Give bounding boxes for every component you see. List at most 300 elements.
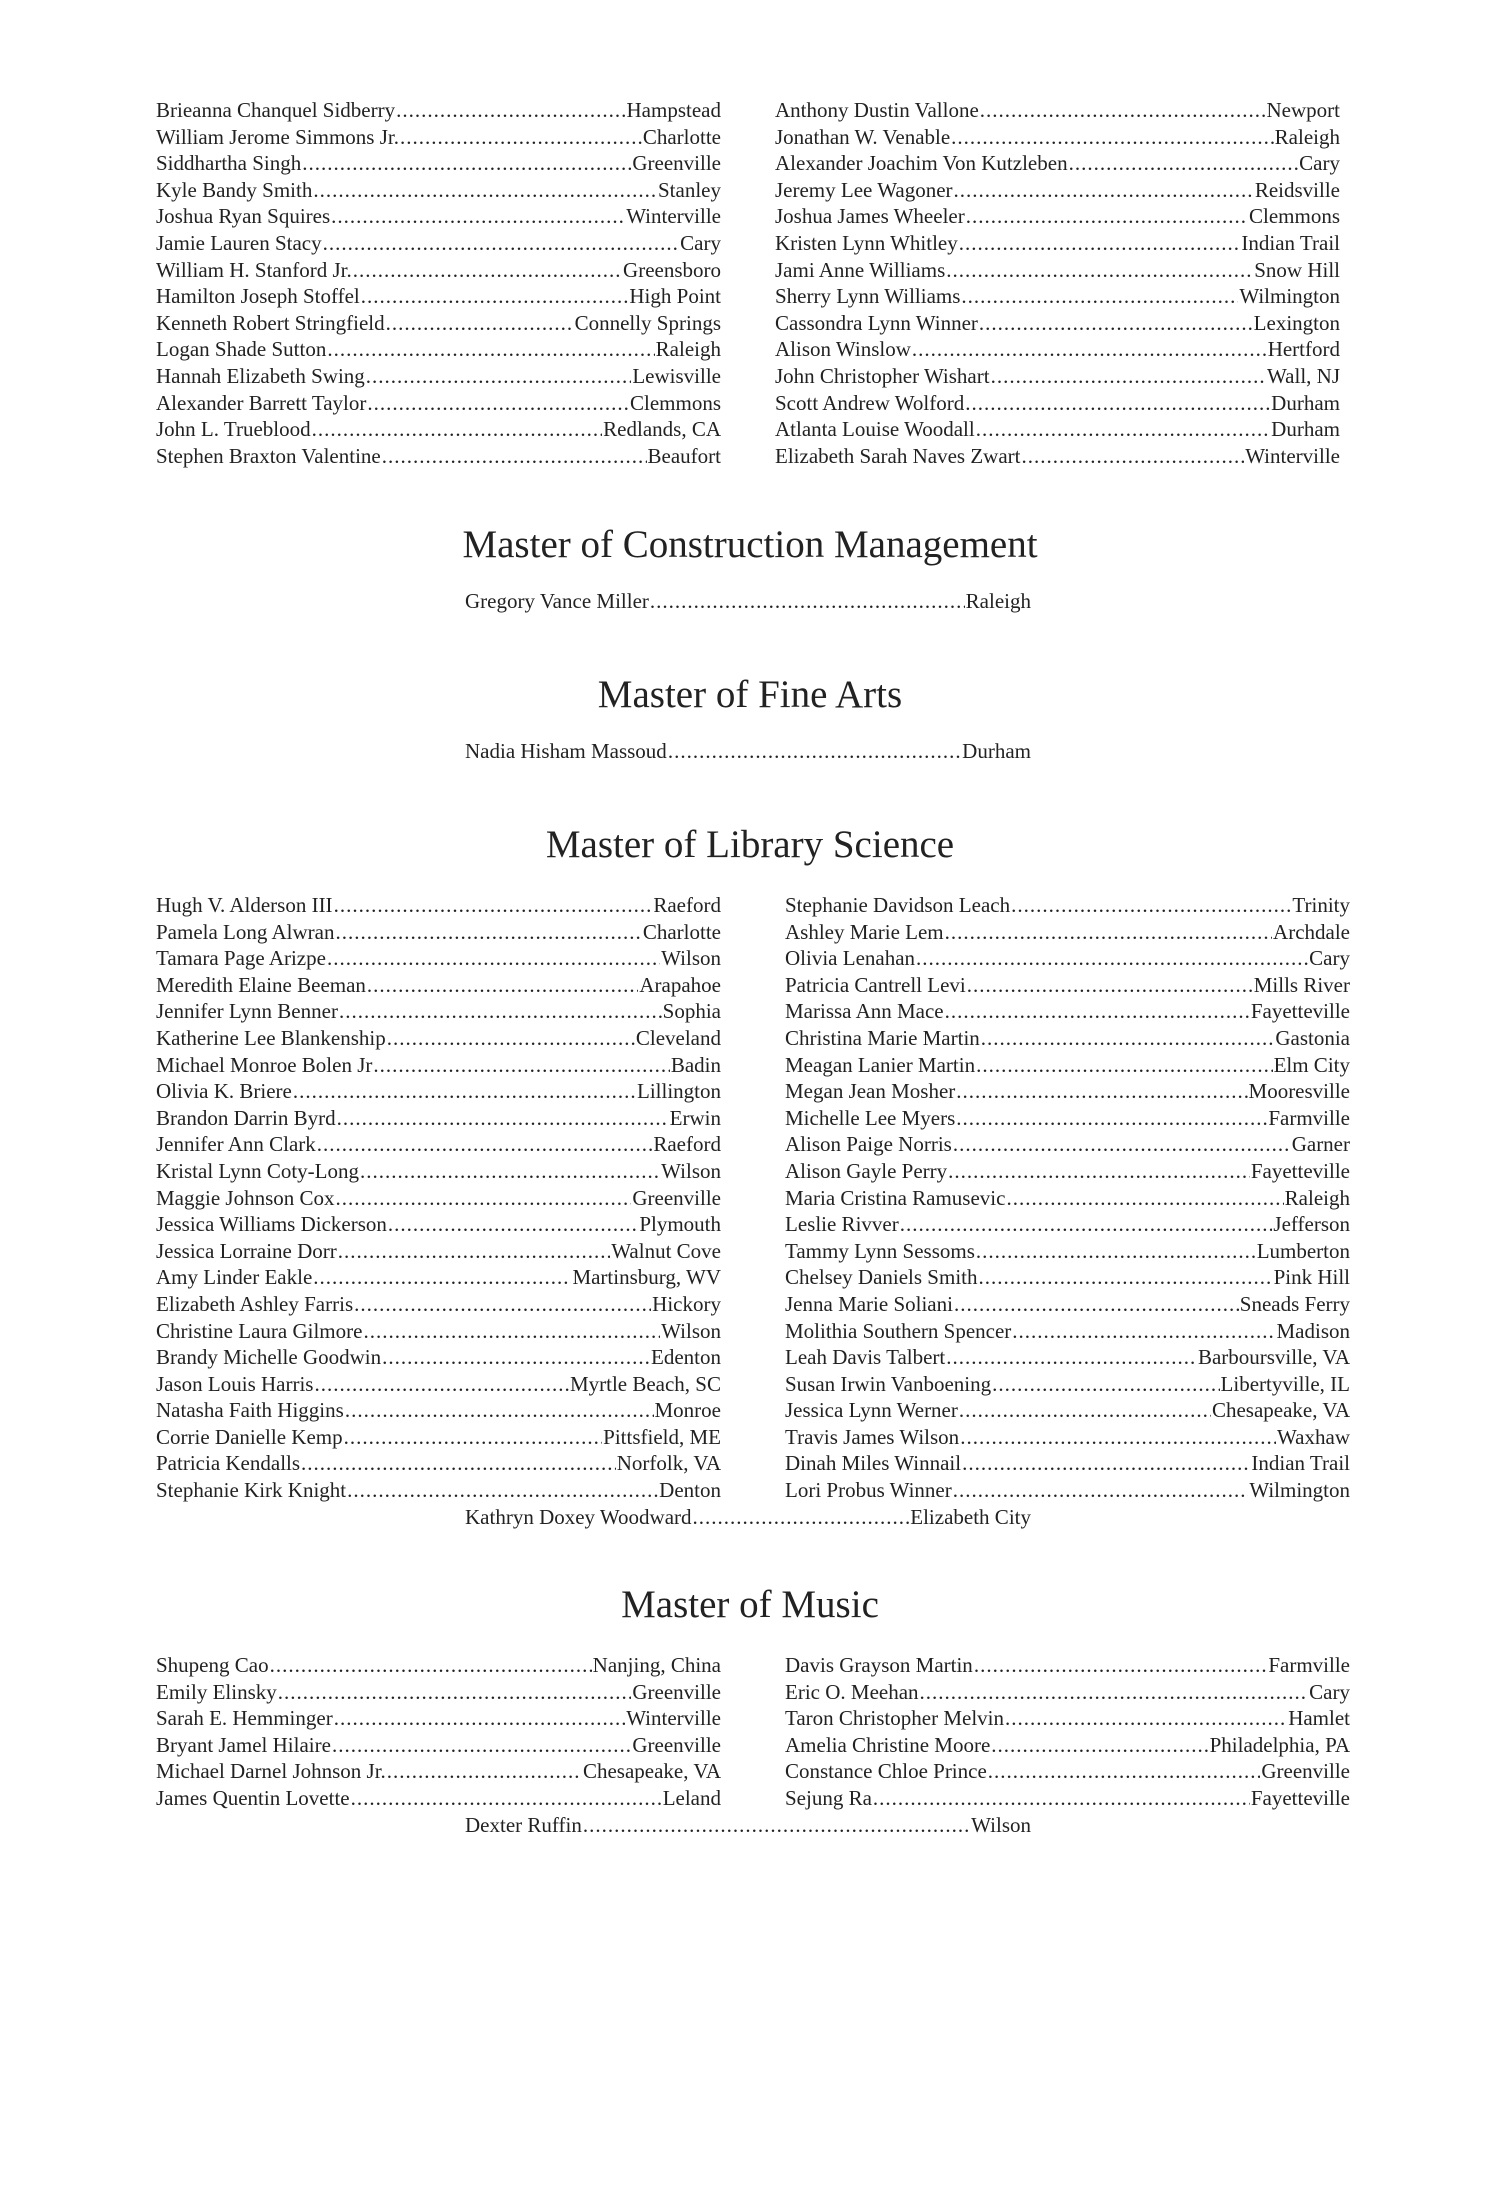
- hometown: Fayetteville: [1250, 1785, 1350, 1810]
- dot-leader: [1006, 1185, 1283, 1212]
- dot-leader: [946, 257, 1253, 284]
- hometown: Fayetteville: [1250, 999, 1350, 1024]
- dot-leader: [953, 1477, 1249, 1504]
- dot-leader: [323, 230, 680, 257]
- graduate-name: Lori Probus Winner: [785, 1478, 952, 1503]
- dot-leader: [347, 1477, 658, 1504]
- graduate-entry: [785, 1450, 1350, 1477]
- dot-leader: [1011, 892, 1291, 919]
- graduate-entry: [785, 1785, 1350, 1812]
- hometown: Wilson: [661, 1158, 721, 1183]
- graduate-entry: [785, 1025, 1350, 1052]
- dot-leader: [334, 1705, 626, 1732]
- graduate-entry: [465, 738, 1031, 765]
- dot-leader: [293, 1078, 636, 1105]
- hometown: Greenville: [632, 1679, 721, 1704]
- dot-leader: [953, 1131, 1291, 1158]
- graduate-name: Jennifer Ann Clark: [156, 1132, 316, 1157]
- graduate-name: Jason Louis Harris: [156, 1371, 314, 1396]
- graduate-entry: [785, 1679, 1350, 1706]
- graduate-entry: [785, 998, 1350, 1025]
- graduate-name: Taron Christopher Melvin: [785, 1706, 1004, 1731]
- dot-leader: [354, 1291, 651, 1318]
- dot-leader: [367, 390, 629, 417]
- hometown: Durham: [1271, 417, 1340, 442]
- graduate-column-right: [785, 1652, 1350, 1812]
- hometown: Reidsville: [1254, 177, 1340, 202]
- hometown: Beaufort: [647, 443, 721, 468]
- hometown: Cary: [1309, 1679, 1350, 1704]
- hometown: Charlotte: [642, 919, 721, 944]
- hometown: Edenton: [651, 1345, 721, 1370]
- dot-leader: [396, 97, 625, 124]
- hometown: Leland: [662, 1785, 721, 1810]
- graduate-name: Alexander Barrett Taylor: [156, 390, 367, 415]
- graduate-name: James Quentin Lovette: [156, 1785, 350, 1810]
- dot-leader: [314, 1371, 568, 1398]
- graduate-name: Brandon Darrin Byrd: [156, 1105, 336, 1130]
- graduate-entry: [156, 1052, 721, 1079]
- graduate-name: Patricia Kendalls: [156, 1451, 301, 1476]
- degree-heading-construction-management: Master of Construction Management: [462, 523, 1038, 566]
- graduate-entry: [785, 1652, 1350, 1679]
- graduate-entry: [156, 1264, 721, 1291]
- degree-heading-music: Master of Music: [621, 1583, 879, 1626]
- graduate-entry: [156, 1679, 721, 1706]
- graduate-name: Brieanna Chanquel Sidberry: [156, 98, 396, 122]
- hometown: Greenville: [632, 1185, 721, 1210]
- graduate-name: Hugh V. Alderson III: [156, 893, 333, 917]
- dot-leader: [363, 1318, 660, 1345]
- graduate-entry: [785, 1318, 1350, 1345]
- hometown: Farmville: [1268, 1653, 1350, 1677]
- graduate-entry: [156, 1185, 721, 1212]
- graduate-name: Elizabeth Ashley Farris: [156, 1291, 354, 1316]
- graduate-entry: [156, 1211, 721, 1238]
- graduate-entry: [785, 1397, 1350, 1424]
- graduate-name: Sejung Ra: [785, 1785, 872, 1810]
- graduate-name: Eric O. Meehan: [785, 1679, 919, 1704]
- graduate-entry: [785, 1291, 1350, 1318]
- dot-leader: [331, 203, 625, 230]
- graduate-name: Jami Anne Williams: [775, 257, 946, 282]
- hometown: Mooresville: [1248, 1079, 1350, 1104]
- hometown: Connelly Springs: [574, 310, 721, 335]
- graduate-entry: [156, 1477, 721, 1504]
- graduate-name: Kristen Lynn Whitley: [775, 230, 958, 255]
- hometown: Waxhaw: [1277, 1424, 1350, 1449]
- graduate-entry: [785, 1131, 1350, 1158]
- hometown: Hickory: [652, 1291, 721, 1316]
- dot-leader: [945, 998, 1250, 1025]
- dot-leader: [278, 1679, 632, 1706]
- dot-leader: [976, 416, 1270, 443]
- graduate-entry: [775, 416, 1340, 443]
- hometown: Badin: [670, 1052, 721, 1077]
- dot-leader: [327, 336, 654, 363]
- dot-leader: [313, 177, 657, 204]
- hometown: High Point: [629, 284, 721, 309]
- graduate-name: Anthony Dustin Vallone: [775, 98, 979, 122]
- graduate-name: Kristal Lynn Coty-Long: [156, 1158, 359, 1183]
- graduate-name: Alison Paige Norris: [785, 1132, 952, 1157]
- dot-leader: [382, 443, 647, 470]
- dot-leader: [337, 1105, 669, 1132]
- dot-leader: [387, 1025, 635, 1052]
- music-list: [156, 1652, 1350, 1812]
- graduate-name: Meagan Lanier Martin: [785, 1052, 976, 1077]
- graduate-name: Natasha Faith Higgins: [156, 1398, 344, 1423]
- graduate-name: Stephanie Kirk Knight: [156, 1478, 347, 1503]
- dot-leader: [991, 1732, 1208, 1759]
- graduate-entry: [156, 1397, 721, 1424]
- graduate-entry: [785, 1238, 1350, 1265]
- dot-leader: [976, 1238, 1256, 1265]
- graduate-name: Maggie Johnson Cox: [156, 1185, 335, 1210]
- dot-leader: [966, 203, 1248, 230]
- hometown: Stanley: [658, 177, 721, 202]
- hometown: Cary: [1299, 151, 1340, 176]
- graduate-entry: [785, 1732, 1350, 1759]
- hometown: Greenville: [632, 151, 721, 176]
- graduate-entry: [156, 1025, 721, 1052]
- hometown: Arapahoe: [639, 972, 721, 997]
- graduate-name: Olivia Lenahan: [785, 946, 916, 971]
- graduate-name: Ashley Marie Lem: [785, 919, 944, 944]
- graduate-name: Amelia Christine Moore: [785, 1732, 991, 1757]
- hometown: Archdale: [1273, 919, 1350, 944]
- dot-leader: [400, 124, 642, 151]
- hometown: Walnut Cove: [611, 1238, 721, 1263]
- dot-leader: [1069, 150, 1299, 177]
- graduate-name: Joshua Ryan Squires: [156, 204, 331, 229]
- graduate-entry: [156, 97, 721, 124]
- dot-leader: [345, 1397, 654, 1424]
- graduate-name: Alison Gayle Perry: [785, 1158, 948, 1183]
- graduate-entry: [785, 1211, 1350, 1238]
- hometown: Cary: [680, 230, 721, 255]
- graduate-name: Jessica Lynn Werner: [785, 1398, 958, 1423]
- hometown: Libertyville, IL: [1220, 1371, 1350, 1396]
- hometown: Lewisville: [632, 363, 721, 388]
- dot-leader: [920, 1679, 1309, 1706]
- hometown: Wilson: [661, 1318, 721, 1343]
- graduate-name: Sherry Lynn Williams: [775, 284, 961, 309]
- hometown: Winterville: [626, 204, 721, 229]
- dot-leader: [693, 1504, 910, 1531]
- graduate-entry: [156, 150, 721, 177]
- graduate-name: Nadia Hisham Massoud: [465, 739, 667, 763]
- hometown: Wilmington: [1249, 1478, 1350, 1503]
- graduate-entry: [785, 1477, 1350, 1504]
- graduate-entry: [156, 972, 721, 999]
- graduate-entry: [156, 390, 721, 417]
- hometown: Greenville: [632, 1732, 721, 1757]
- graduate-entry: [156, 336, 721, 363]
- graduate-entry: [775, 177, 1340, 204]
- hometown: Indian Trail: [1251, 1451, 1350, 1476]
- dot-leader: [967, 972, 1253, 999]
- dot-leader: [946, 1344, 1197, 1371]
- dot-leader: [945, 919, 1272, 946]
- hometown: Lumberton: [1256, 1238, 1350, 1263]
- dot-leader: [366, 363, 632, 390]
- hometown: Fayetteville: [1250, 1158, 1350, 1183]
- dot-leader: [960, 1424, 1276, 1451]
- hometown: Winterville: [1245, 443, 1340, 468]
- graduate-entry: [156, 177, 721, 204]
- graduate-name: Constance Chloe Prince: [785, 1759, 987, 1784]
- hometown: Clemmons: [629, 390, 721, 415]
- hometown: Charlotte: [642, 124, 721, 149]
- dot-leader: [992, 1371, 1219, 1398]
- graduate-name: Jessica Lorraine Dorr: [156, 1238, 337, 1263]
- construction-management-list: [465, 588, 1031, 615]
- dot-leader: [583, 1812, 970, 1839]
- dot-leader: [332, 1732, 631, 1759]
- graduate-entry: [785, 972, 1350, 999]
- hometown: Elm City: [1273, 1052, 1350, 1077]
- graduate-entry: [775, 283, 1340, 310]
- graduate-name: Elizabeth Sarah Naves Zwart: [775, 443, 1021, 468]
- dot-leader: [980, 97, 1266, 124]
- graduate-entry: [465, 1504, 1031, 1531]
- dot-leader: [1012, 1318, 1275, 1345]
- graduate-entry: [156, 1785, 721, 1812]
- hometown: Hampstead: [626, 98, 721, 122]
- hometown: Redlands, CA: [603, 417, 721, 442]
- graduate-name: John L. Trueblood: [156, 417, 311, 442]
- dot-leader: [873, 1785, 1250, 1812]
- hometown: Raleigh: [965, 589, 1031, 613]
- dot-leader: [981, 1025, 1275, 1052]
- graduate-name: Kenneth Robert Stringfield: [156, 310, 385, 335]
- graduate-entry: [775, 310, 1340, 337]
- graduate-name: Michael Darnel Johnson Jr.: [156, 1759, 386, 1784]
- hometown: Trinity: [1292, 893, 1350, 917]
- graduate-name: Kyle Bandy Smith: [156, 177, 313, 202]
- graduate-entry: [785, 1705, 1350, 1732]
- hometown: Pittsfield, ME: [603, 1424, 721, 1449]
- graduate-name: Stephanie Davidson Leach: [785, 893, 1011, 917]
- hometown: Plymouth: [639, 1212, 721, 1237]
- graduate-name: Hannah Elizabeth Swing: [156, 363, 365, 388]
- graduate-name: Shupeng Cao: [156, 1653, 269, 1677]
- graduate-entry: [775, 230, 1340, 257]
- graduate-entry: [156, 203, 721, 230]
- graduate-entry: [156, 945, 721, 972]
- hometown: Monroe: [654, 1398, 721, 1423]
- graduate-entry: [156, 1318, 721, 1345]
- graduate-name: William H. Stanford Jr.: [156, 257, 352, 282]
- hometown: Sneads Ferry: [1239, 1291, 1350, 1316]
- graduate-name: Stephen Braxton Valentine: [156, 443, 381, 468]
- dot-leader: [338, 1238, 611, 1265]
- graduate-name: Jessica Williams Dickerson: [156, 1212, 387, 1237]
- graduate-entry: [156, 1424, 721, 1451]
- graduate-name: Olivia K. Briere: [156, 1079, 292, 1104]
- graduate-name: Atlanta Louise Woodall: [775, 417, 975, 442]
- dot-leader: [956, 1078, 1247, 1105]
- graduate-entry: [156, 1652, 721, 1679]
- hometown: Farmville: [1268, 1105, 1350, 1130]
- dot-leader: [991, 363, 1266, 390]
- hometown: Snow Hill: [1254, 257, 1340, 282]
- graduate-name: Joshua James Wheeler: [775, 204, 965, 229]
- dot-leader: [360, 1158, 660, 1185]
- dot-leader: [367, 972, 638, 999]
- graduate-name: Alexander Joachim Von Kutzleben: [775, 151, 1068, 176]
- graduate-name: Amy Linder Eakle: [156, 1265, 313, 1290]
- graduate-entry: [156, 1371, 721, 1398]
- hometown: Lillington: [637, 1079, 721, 1104]
- graduate-name: Chelsey Daniels Smith: [785, 1265, 978, 1290]
- dot-leader: [951, 124, 1274, 151]
- graduate-entry: [785, 1424, 1350, 1451]
- graduate-name: Michelle Lee Myers: [785, 1105, 956, 1130]
- graduate-name: Bryant Jamel Hilaire: [156, 1732, 331, 1757]
- graduate-entry: [156, 257, 721, 284]
- graduate-name: Alison Winslow: [775, 337, 911, 362]
- graduate-name: Katherine Lee Blankenship: [156, 1025, 386, 1050]
- graduate-name: Leslie Rivver: [785, 1212, 899, 1237]
- hometown: Norfolk, VA: [616, 1451, 721, 1476]
- dot-leader: [668, 738, 961, 765]
- graduate-entry: [775, 150, 1340, 177]
- dot-leader: [351, 1785, 662, 1812]
- degree-heading-fine-arts: Master of Fine Arts: [597, 673, 903, 716]
- hometown: Greensboro: [623, 257, 721, 282]
- degree-heading-library-science: Master of Library Science: [545, 823, 955, 866]
- graduate-name: Patricia Cantrell Levi: [785, 972, 966, 997]
- graduate-entry: [775, 336, 1340, 363]
- hometown: Myrtle Beach, SC: [569, 1371, 721, 1396]
- graduate-name: Pamela Long Alwran: [156, 919, 335, 944]
- dot-leader: [979, 310, 1253, 337]
- dot-leader: [327, 945, 660, 972]
- graduate-name: Jamie Lauren Stacy: [156, 230, 322, 255]
- graduate-column-left: [156, 97, 721, 469]
- dot-leader: [948, 1158, 1250, 1185]
- graduate-entry: [156, 1732, 721, 1759]
- dot-leader: [339, 998, 662, 1025]
- dot-leader: [979, 1264, 1273, 1291]
- graduate-entry: [156, 1344, 721, 1371]
- graduate-entry: [785, 1371, 1350, 1398]
- dot-leader: [956, 1105, 1267, 1132]
- hometown: Barboursville, VA: [1197, 1345, 1350, 1370]
- graduate-entry: [785, 1758, 1350, 1785]
- dot-leader: [959, 1397, 1211, 1424]
- dot-leader: [961, 283, 1238, 310]
- graduate-entry: [156, 310, 721, 337]
- graduate-name: Molithia Southern Spencer: [785, 1318, 1012, 1343]
- graduate-name: Jeremy Lee Wagoner: [775, 177, 953, 202]
- dot-leader: [962, 1450, 1250, 1477]
- dot-leader: [336, 1185, 632, 1212]
- dot-leader: [900, 1211, 1273, 1238]
- hometown: Winterville: [626, 1706, 721, 1731]
- hometown: Raleigh: [655, 337, 721, 362]
- graduate-entry: [465, 588, 1031, 615]
- dot-leader: [373, 1052, 669, 1079]
- dot-leader: [988, 1758, 1261, 1785]
- dot-leader: [954, 1291, 1239, 1318]
- graduate-entry: [156, 283, 721, 310]
- hometown: Elizabeth City: [910, 1505, 1031, 1529]
- hometown: Raleigh: [1284, 1185, 1350, 1210]
- graduate-entry: [156, 416, 721, 443]
- graduate-name: Tammy Lynn Sessoms: [785, 1238, 975, 1263]
- graduate-entry: [156, 1158, 721, 1185]
- hometown: Martinsburg, WV: [572, 1265, 721, 1290]
- hometown: Greenville: [1261, 1759, 1350, 1784]
- hometown: Garner: [1291, 1132, 1350, 1157]
- dot-leader: [974, 1652, 1268, 1679]
- hometown: Denton: [659, 1478, 721, 1503]
- graduate-name: Leah Davis Talbert: [785, 1345, 946, 1370]
- hometown: Mills River: [1253, 972, 1350, 997]
- graduate-column-right: [785, 892, 1350, 1504]
- hometown: Chesapeake, VA: [582, 1759, 721, 1784]
- graduate-entry: [156, 1131, 721, 1158]
- graduate-name: Logan Shade Sutton: [156, 337, 327, 362]
- dot-leader: [387, 1758, 582, 1785]
- graduate-name: Siddhartha Singh: [156, 151, 302, 176]
- graduate-entry: [156, 1105, 721, 1132]
- hometown: Cary: [1309, 946, 1350, 971]
- dot-leader: [976, 1052, 1272, 1079]
- graduate-entry: [156, 1758, 721, 1785]
- graduate-name: Brandy Michelle Goodwin: [156, 1345, 382, 1370]
- graduate-entry: [156, 1291, 721, 1318]
- graduate-entry: [785, 1078, 1350, 1105]
- graduate-entry: [785, 1158, 1350, 1185]
- graduate-entry: [775, 97, 1340, 124]
- library-science-list: [156, 892, 1350, 1504]
- graduate-list-continued: [156, 97, 1340, 469]
- graduate-name: Hamilton Joseph Stoffel: [156, 284, 360, 309]
- graduate-name: Davis Grayson Martin: [785, 1653, 973, 1677]
- dot-leader: [954, 177, 1254, 204]
- graduate-name: Christine Laura Gilmore: [156, 1318, 363, 1343]
- dot-leader: [916, 945, 1308, 972]
- graduate-name: Jennifer Lynn Benner: [156, 999, 338, 1024]
- graduate-name: Emily Elinsky: [156, 1679, 277, 1704]
- graduate-name: Jenna Marie Soliani: [785, 1291, 953, 1316]
- graduate-column-left: [156, 1652, 721, 1812]
- graduate-name: Dinah Miles Winnail: [785, 1451, 962, 1476]
- graduate-name: William Jerome Simmons Jr.: [156, 124, 399, 149]
- graduate-entry: [156, 363, 721, 390]
- graduate-name: Meredith Elaine Beeman: [156, 972, 366, 997]
- hometown: Chesapeake, VA: [1211, 1398, 1350, 1423]
- graduate-entry: [785, 1052, 1350, 1079]
- dot-leader: [1021, 443, 1244, 470]
- library-science-final-entry: [465, 1504, 1031, 1531]
- music-final-entry: [465, 1812, 1031, 1839]
- graduate-entry: [785, 892, 1350, 919]
- graduate-name: Susan Irwin Vanboening: [785, 1371, 992, 1396]
- dot-leader: [301, 1450, 616, 1477]
- hometown: Pink Hill: [1273, 1265, 1350, 1290]
- graduate-name: John Christopher Wishart: [775, 363, 990, 388]
- graduate-entry: [156, 124, 721, 151]
- dot-leader: [912, 336, 1267, 363]
- graduate-name: Michael Monroe Bolen Jr: [156, 1052, 373, 1077]
- dot-leader: [270, 1652, 592, 1679]
- graduate-entry: [156, 1078, 721, 1105]
